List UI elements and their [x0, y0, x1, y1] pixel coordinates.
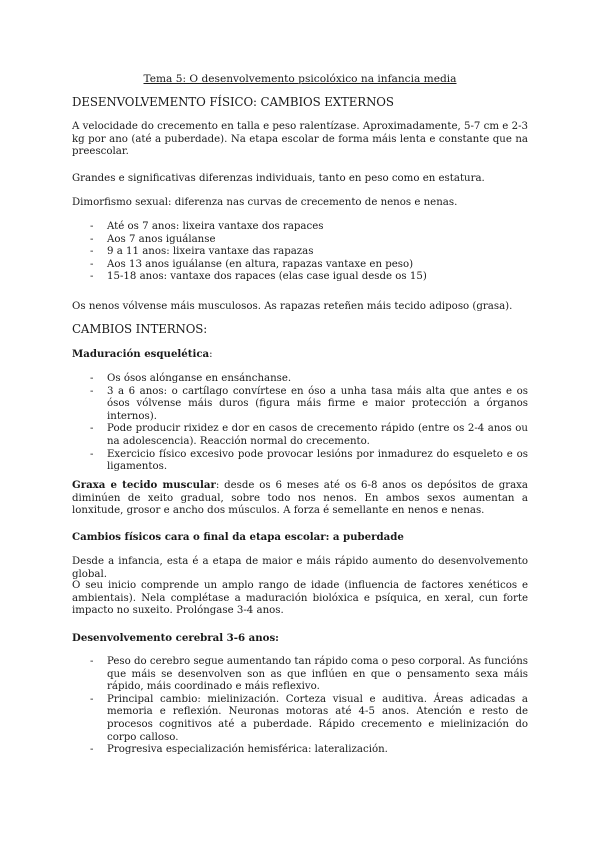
document-title: Tema 5: O desenvolvemento psicolóxico na infancia media — [143, 73, 457, 85]
bullet-dash: - — [90, 258, 94, 270]
list-cerebral — [90, 656, 528, 757]
bullet-dash: - — [90, 693, 94, 705]
bullet-dash: - — [90, 385, 94, 397]
list-item-text: Progresiva especialización hemisférica: lateralización. — [107, 744, 388, 756]
bullet-dash: - — [90, 373, 94, 384]
list-item — [90, 246, 528, 259]
paragraph-velocidade: A velocidade do crecemento en talla e peso ralentízase. Aproximadamente, 5-7 cm e 2-3 kg por ano (até a puberdade). Na etapa escolar de forma máis lenta e constante que na preescolar. — [72, 121, 528, 158]
list-item-text: Aos 13 anos iguálanse (en altura, rapazas vantaxe en peso) — [107, 258, 414, 270]
paragraph-dimorfismo: Dimorfismo sexual: diferenza nas curvas de crecemento de nenos e nenas. — [72, 197, 458, 208]
list-item-text: Aos 7 anos iguálanse — [107, 233, 216, 245]
list-item-text: Peso do cerebro segue aumentando tan rápido coma o peso corporal. As funcións que máis se desenvolven son as que inflúen en que o pensamento sexa máis rápido, máis coordinado e máis reflexivo. — [107, 656, 528, 693]
paragraph-musculosos: Os nenos vólvense máis musculosos. As rapazas reteñen máis tecido adiposo (grasa). — [72, 301, 513, 312]
bullet-dash: - — [90, 271, 94, 283]
list-item — [90, 373, 528, 386]
bullet-dash: - — [90, 221, 94, 232]
list-item-text: 9 a 11 anos: lixeira vantaxe das rapazas — [107, 246, 314, 258]
list-item — [90, 271, 528, 284]
list-item — [90, 221, 528, 234]
subheading-cerebral — [72, 632, 528, 646]
list-item — [90, 234, 528, 247]
section-heading-internos: CAMBIOS INTERNOS: — [72, 322, 208, 336]
paragraph-diferenzas: Grandes e significativas diferenzas individuais, tanto en peso como en estatura. — [72, 173, 485, 184]
subheading-cerebral-label: Desenvolvemento cerebral 3-6 anos: — [72, 632, 279, 644]
list-item-text: Os ósos alónganse en ensánchanse. — [107, 373, 292, 384]
list-item — [90, 449, 528, 474]
list-item-text: Até os 7 anos: lixeira vantaxe dos rapaces — [107, 221, 324, 232]
paragraph-graxa-text: : desde os 6 meses até os 6-8 anos os depósitos de graxa diminúen de xeito gradual, sobre todo nos nenos. En ambos sexos aumentan a lonxitude, grosor e ancho dos músculos. A forza é semellante en nenos e nenas. — [72, 480, 528, 517]
subheading-puberdade — [72, 531, 528, 545]
paragraph-graxa — [72, 479, 528, 518]
subheading-puberdade-label: Cambios físicos cara o final da etapa escolar: a puberdade — [72, 531, 404, 543]
subheading-colon: : — [209, 349, 213, 360]
list-item-text: 15-18 anos: vantaxe dos rapaces (elas case igual desde os 15) — [107, 271, 427, 283]
list-item — [90, 694, 528, 744]
section-heading-externos: DESENVOLVEMENTO FÍSICO: CAMBIOS EXTERNOS — [72, 95, 394, 109]
list-item-text: Exercicio físico excesivo pode provocar lesións por inmadurez do esqueleto e os ligamentos. — [107, 448, 528, 473]
list-maduracion — [90, 373, 528, 474]
subheading-graxa: Graxa e tecido muscular — [72, 479, 216, 491]
bullet-dash: - — [90, 246, 94, 258]
list-dimorfismo — [90, 221, 528, 284]
list-item — [90, 423, 528, 448]
bullet-dash: - — [90, 744, 94, 756]
bullet-dash: - — [90, 656, 94, 667]
bullet-dash: - — [90, 233, 94, 245]
bullet-dash: - — [90, 423, 94, 435]
list-item-text: 3 a 6 anos: o cartílago convírtese en óso a unha tasa máis alta que antes e os ósos vólvense máis duros (figura máis firme e maior protección a órganos internos). — [107, 385, 528, 422]
paragraph-inicio: O seu inicio comprende un amplo rango de idade (influencia de factores xenéticos e ambientais). Nela complétase a maduración biolóxica e psíquica, en xeral, cun forte impacto no suxeito. Prolóngase 3-4 anos. — [72, 580, 528, 617]
list-item-text: Principal cambio: mielinización. Corteza visual e auditiva. Áreas adicadas a memoria e reflexión. Neuronas motoras até 4-5 anos. Atención e resto de procesos cognitivos até a puberdade. Rápido crecemento e mielinización do corpo calloso. — [107, 693, 528, 743]
subheading-maduracion-label: Maduración esquelética — [72, 348, 210, 360]
paragraph-infancia: Desde a infancia, esta é a etapa de maior e máis rápido aumento do desenvolvemento global. — [72, 556, 528, 580]
list-item — [90, 259, 528, 272]
list-item — [90, 386, 528, 424]
list-item-text: Pode producir rixidez e dor en casos de crecemento rápido (entre os 2-4 anos ou na adolescencia). Reacción normal do crecemento. — [107, 423, 528, 447]
bullet-dash: - — [90, 448, 94, 460]
list-item — [90, 744, 528, 757]
list-item — [90, 656, 528, 694]
subheading-maduracion — [72, 348, 528, 362]
